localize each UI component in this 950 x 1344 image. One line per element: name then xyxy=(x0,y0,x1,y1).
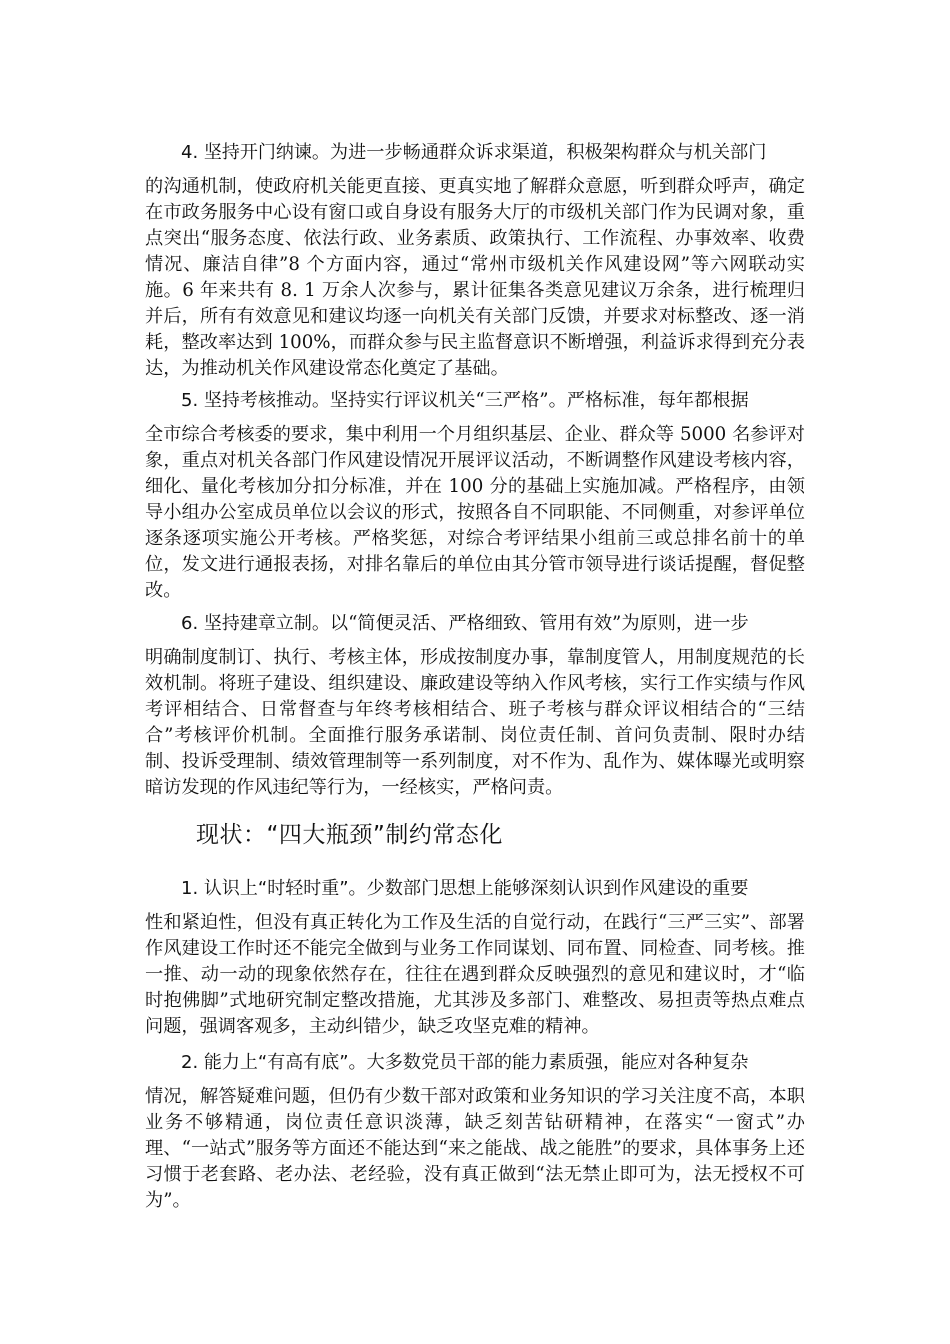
paragraph-5 xyxy=(145,388,805,604)
paragraph-6-first: 以“简便灵活、严格细致、管用有效”为原则，进一步 xyxy=(329,613,749,634)
paragraph-5-lead: 5. 坚持考核推动。 xyxy=(181,390,330,411)
paragraph-4 xyxy=(145,140,805,382)
paragraph-5-first: 坚持实行评议机关“三严格”。严格标准，每年都根据 xyxy=(329,390,749,411)
paragraph-5-first-line xyxy=(145,388,805,414)
paragraph-s2-1-lead: 1. 认识上“时轻时重”。 xyxy=(181,878,367,899)
paragraph-s2-1-first-line xyxy=(145,876,805,902)
paragraph-s2-2-first-line xyxy=(145,1050,805,1076)
paragraph-s2-1-first: 少数部门思想上能够深刻认识到作风建设的重要 xyxy=(366,878,749,899)
paragraph-4-body: 的沟通机制，使政府机关能更直接、更真实地了解群众意愿，听到群众呼声，确定在市政务服务中心设有窗口或自身设有服务大厅的市级机关部门作为民调对象，重点突出“服务态度、依法行政、业务素质、政策执行、工作流程、办事效率、收费情况、廉洁自律”8 个方面内容，通过“常州市级机关作风建设网”等六网联动实施。6 年来共有 8. 1 万余人次参与，累计征集各类意见建议万余条，进行梳理归并后，所有有效意见和建议均逐一向机关有关部门反馈，并要求对标整改、逐一消耗，整改率达到 100%，而群众参与民主监督意识不断增强，利益诉求得到充分表达，为推动机关作风建设常态化奠定了基础。 xyxy=(145,176,805,379)
paragraph-5-body: 全市综合考核委的要求，集中利用一个月组织基层、企业、群众等 5000 名参评对象，重点对机关各部门作风建设情况开展评议活动，不断调整作风建设考核内容，细化、量化考核加分扣分标准，并在 100 分的基础上实施加减。严格程序，由领导小组办公室成员单位以会议的形式，按照各自不同职能、不同侧重，对参评单位逐条逐项实施公开考核。严格奖惩，对综合考评结果小组前三或总排名前十的单位，发文进行通报表扬，对排名靠后的单位由其分管市领导进行谈话提醒，督促整改。 xyxy=(145,424,805,601)
paragraph-6-body: 明确制度制订、执行、考核主体，形成按制度办事，靠制度管人，用制度规范的长效机制。将班子建设、组织建设、廉政建设等纳入作风考核，实行工作实绩与作风考评相结合、日常督查与年终考核相结合、班子考核与群众评议相结合的“三结合”考核评价机制。全面推行服务承诺制、岗位责任制、首问负责制、限时办结制、投诉受理制、绩效管理制等一系列制度，对不作为、乱作为、媒体曝光或明察暗访发现的作风违纪等行为，一经核实，严格问责。 xyxy=(145,647,805,798)
paragraph-6-first-line xyxy=(145,611,805,637)
paragraph-s2-2 xyxy=(145,1050,805,1214)
paragraph-s2-1-body: 性和紧迫性，但没有真正转化为工作及生活的自觉行动，在践行“三严三实”、部署作风建设工作时还不能完全做到与业务工作同谋划、同布置、同检查、同考核。推一推、动一动的现象依然存在，往往在遇到群众反映强烈的意见和建议时，才“临时抱佛脚”式地研究制定整改措施，尤其涉及多部门、难整改、易担责等热点难点问题，强调客观多，主动纠错少，缺乏攻坚克难的精神。 xyxy=(145,912,805,1037)
paragraph-4-first-line xyxy=(145,140,805,166)
paragraph-4-first: 为进一步畅通群众诉求渠道，积极架构群众与机关部门 xyxy=(329,142,767,163)
paragraph-s2-1 xyxy=(145,876,805,1040)
paragraph-s2-2-body: 情况，解答疑难问题，但仍有少数干部对政策和业务知识的学习关注度不高，本职业务不够精通，岗位责任意识淡薄，缺乏刻苦钻研精神，在落实“一窗式”办理、“一站式”服务等方面还不能达到“来之能战、战之能胜”的要求，具体事务上还习惯于老套路、老办法、老经验，没有真正做到“法无禁止即可为，法无授权不可为”。 xyxy=(145,1086,805,1211)
paragraph-6-lead: 6. 坚持建章立制。 xyxy=(181,613,330,634)
section-heading: 现状：“四大瓶颈”制约常态化 xyxy=(196,822,503,848)
paragraph-4-lead: 4. 坚持开门纳谏。 xyxy=(181,142,330,163)
paragraph-s2-2-first: 大多数党员干部的能力素质强，能应对各种复杂 xyxy=(366,1052,749,1073)
paragraph-s2-2-lead: 2. 能力上“有高有底”。 xyxy=(181,1052,367,1073)
paragraph-6 xyxy=(145,611,805,801)
